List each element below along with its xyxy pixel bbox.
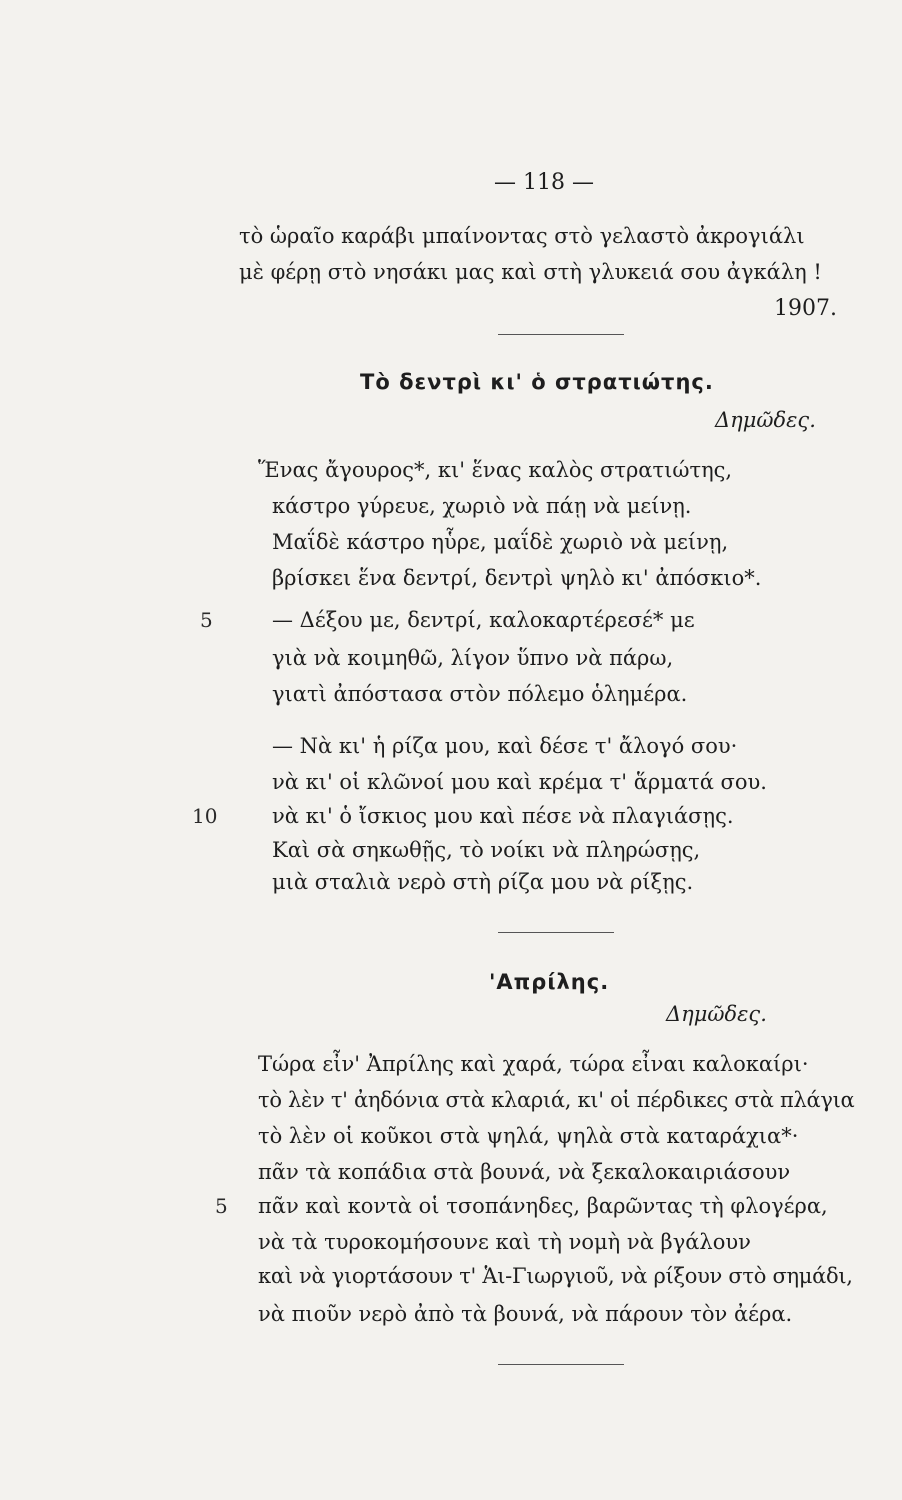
poem-date: 1907. [774,296,837,321]
poem2-line-4: πᾶν τὰ κοπάδια στὰ βουνά, νὰ ξεκαλοκαιριάσουν [258,1160,791,1184]
poem2-line-7: καὶ νὰ γιορτάσουν τ' Ἁι-Γιωργιοῦ, νὰ ρίξουν στὸ σημάδι, [258,1264,853,1288]
poem2-title: 'Απρίλης. [489,970,610,994]
poem1-line-3: Μαΐδὲ κάστρο ηὗρε, μαΐδὲ χωριὸ νὰ μείνῃ, [272,530,729,554]
prev-poem-line-2: μὲ φέρῃ στὸ νησάκι μας καὶ στὴ γλυκειά σου ἀγκάλη ! [239,260,822,284]
poem2-line-5: πᾶν καὶ κοντὰ οἱ τσοπάνηδες, βαρῶντας τὴ φλογέρα, [258,1194,828,1218]
poem1-line-9: νὰ κι' οἱ κλῶνοί μου καὶ κρέμα τ' ἅρματά σου. [272,770,767,794]
poem1-line-2: κάστρο γύρευε, χωριὸ νὰ πάῃ νὰ μείνῃ. [272,494,692,518]
poem1-line-6: γιὰ νὰ κοιμηθῶ, λίγον ὕπνο νὰ πάρω, [272,646,674,670]
line-number-5: 5 [200,608,213,632]
poem1-line-11: Καὶ σὰ σηκωθῇς, τὸ νοίκι νὰ πληρώσῃς, [272,838,701,862]
poem2-genre: Δημῶδες. [666,1002,767,1026]
poem2-line-3: τὸ λὲν οἱ κοῦκοι στὰ ψηλά, ψηλὰ στὰ καταράχια*· [258,1124,799,1148]
poem1-line-8: — Νὰ κι' ἡ ρίζα μου, καὶ δέσε τ' ἄλογό σου· [272,734,738,758]
poem1-line-5: — Δέξου με, δεντρί, καλοκαρτέρεσέ* με [272,608,695,632]
poem2-line-1: Τώρα εἶν' Ἀπρίλης καὶ χαρά, τώρα εἶναι καλοκαίρι· [258,1052,809,1076]
section-divider [498,1364,624,1365]
poem2-line-2: τὸ λὲν τ' ἀηδόνια στὰ κλαριά, κι' οἱ πέρδικες στὰ πλάγια [258,1088,855,1112]
poem1-title: Τὸ δεντρὶ κι' ὁ στρατιώτης. [360,370,714,394]
section-divider [498,932,614,933]
page-number: — 118 — [494,170,594,195]
poem1-line-1: Ἕνας ἄγουρος*, κι' ἕνας καλὸς στρατιώτης, [258,458,733,482]
poem1-line-7: γιατὶ ἀπόστασα στὸν πόλεμο ὁλημέρα. [272,682,688,706]
section-divider [498,334,624,335]
poem1-genre: Δημῶδες. [715,408,816,432]
line-number-10: 10 [192,804,218,828]
line-number-5: 5 [215,1194,228,1218]
poem2-line-8: νὰ πιοῦν νερὸ ἀπὸ τὰ βουνά, νὰ πάρουν τὸν ἀέρα. [258,1302,793,1326]
poem2-line-6: νὰ τὰ τυροκομήσουνε καὶ τὴ νομὴ νὰ βγάλουν [258,1230,751,1254]
prev-poem-line-1: τὸ ὡραῖο καράβι μπαίνοντας στὸ γελαστὸ ἀκρογιάλι [239,224,805,248]
poem1-line-10: νὰ κι' ὁ ἴσκιος μου καὶ πέσε νὰ πλαγιάσῃς. [272,804,734,828]
poem1-line-12: μιὰ σταλιὰ νερὸ στὴ ρίζα μου νὰ ρίξῃς. [272,870,694,894]
poem1-line-4: βρίσκει ἕνα δεντρί, δεντρὶ ψηλὸ κι' ἀπόσκιο*. [272,566,762,590]
